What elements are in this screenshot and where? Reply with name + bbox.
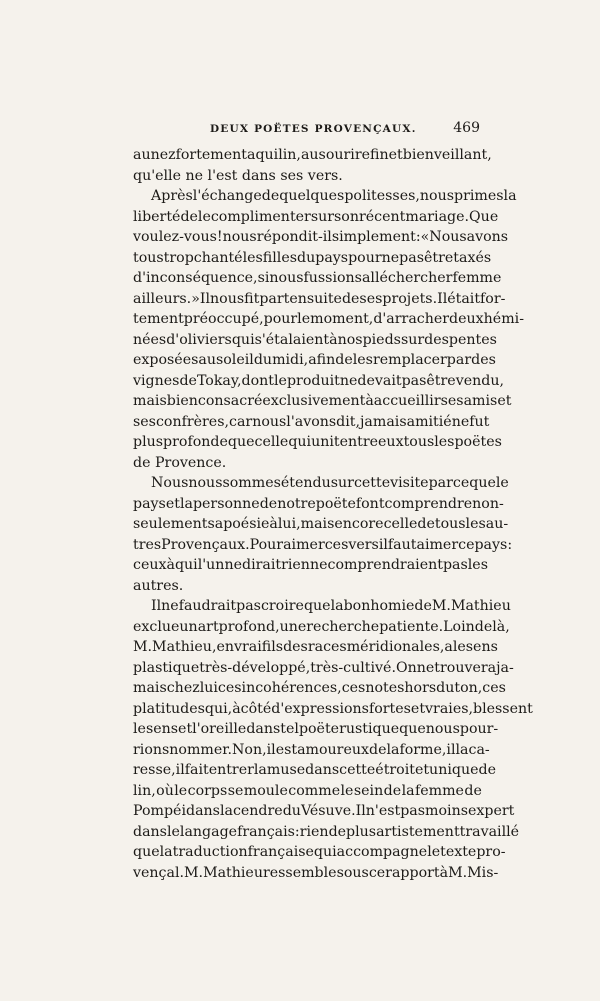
text-line: ses confrères, car nous l'avons dit, jamais amitié ne fut (133, 413, 490, 430)
text-line: Après l'échange de quelques politesses, nous primes la (151, 188, 517, 204)
text-line: ailleurs. » Il nous fit part ensuite de ses projets. Il était for- (133, 290, 506, 307)
text-line: autres. (133, 577, 184, 594)
text-line: tous trop chanté les filles du pays pour ne pas être taxés (133, 249, 492, 266)
page-header (134, 120, 480, 140)
text-line: au nez fortement aquilin, au sourire fin et bienveillant, (133, 147, 492, 163)
text-line: mais chez lui ces incohérences, ces notes hors du ton, ces (133, 680, 506, 696)
text-line: plus profonde que celle qui unit entre eux tous les poëtes (133, 434, 502, 450)
text-line: exposées au soleil du midi, afin de les remplacer par des (133, 352, 496, 368)
text-line: resse, il fait entrer la muse dans cette étroite tunique de (133, 762, 496, 778)
text-line: dans le langage français : rien de plus artistement travaillé (133, 823, 520, 840)
text-line: Pompéi dans la cendre du Vésuve. Il n'est pas moins expert (133, 803, 515, 819)
running-title: DEUX POËTES PROVENÇAUX. (210, 123, 417, 135)
text-line: de Provence. (133, 454, 227, 471)
text-line: Nous nous sommes étendu sur cette visite parce que le (151, 475, 509, 491)
text-line: nées d'oliviers qui s'étalaient à nos pieds sur des pentes (133, 331, 497, 348)
page-number: 469 (453, 120, 480, 136)
text-line: le sens et l'oreille dans tel poëte rustique que nous pour- (133, 721, 499, 737)
text-line: voulez-vous ! nous répondit-il simplement : « Nous avons (133, 229, 509, 245)
text-line: tement préoccupé, pour le moment, d'arracher deux hémi- (133, 311, 524, 327)
text-line: ceux à qui l'un ne dirait rien ne comprendraient pas les (133, 557, 488, 573)
text-line: liberté de le complimenter sur son récent mariage. Que (133, 208, 499, 225)
text-line: seulement sa poésie à lui, mais encore celle de tous les au- (133, 516, 509, 532)
text-line: Il ne faudrait pas croire que la bonhomie de M. Mathieu (151, 598, 511, 614)
text-line: qu'elle ne l'est dans ses vers. (133, 167, 343, 184)
body-text (133, 145, 533, 883)
text-line: que la traduction française qui accompagne le texte pro- (133, 844, 506, 860)
text-line: d'inconséquence, si nous fussions allé chercher femme (133, 270, 502, 286)
text-line: exclue un art profond, une recherche patiente. Loin de là, (133, 618, 510, 635)
text-line: vençal. M. Mathieu ressemble sous ce rapport à M. Mis- (133, 864, 499, 881)
text-line: rions nommer. Non, il est amoureux de la forme, il la ca- (133, 741, 490, 758)
text-line: vignes de Tokay, dont le produit ne devait pas être vendu, (133, 372, 504, 389)
text-line: tres Provençaux. Pour aimer ces vers il faut aimer ce pays : (133, 536, 513, 553)
text-line: pays et la personne de notre poëte font comprendre non- (133, 495, 504, 512)
text-line: M. Mathieu, en vrai fils des races méridionales, a le sens (133, 639, 498, 655)
text-line: platitudes qui, à côté d'expressions fortes et vraies, blessent (133, 700, 533, 717)
text-line: mais bien consacré exclusivement à accueillir ses amis et (133, 393, 512, 409)
text-line: lin, où le corps se moule comme le sein de la femme de (133, 782, 482, 799)
text-line: plastique très-développé, très-cultivé. On ne trouvera ja- (133, 659, 514, 676)
